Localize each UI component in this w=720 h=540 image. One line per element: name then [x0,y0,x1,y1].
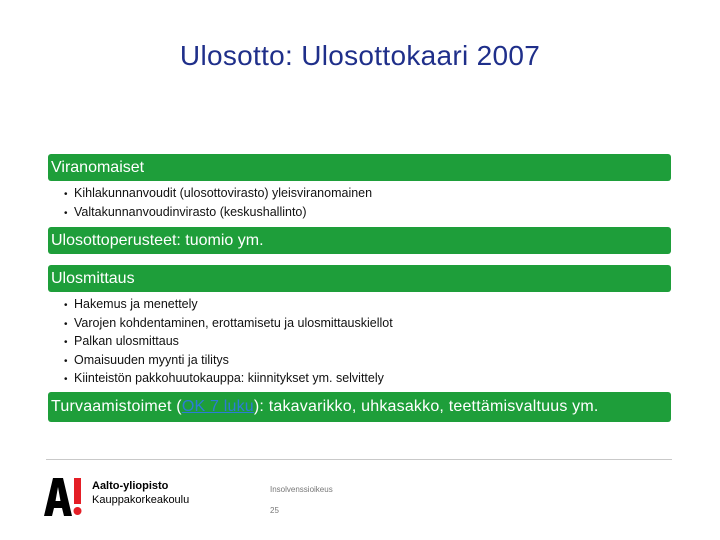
footer-divider [46,459,672,460]
course-name: Insolvenssioikeus [270,485,333,494]
aalto-a-icon [44,478,84,516]
bullet-dot-icon: • [64,374,68,385]
section-heading-ulosmittaus: Ulosmittaus [48,265,671,292]
section-heading-viranomaiset: Viranomaiset [48,154,671,181]
list-item: • Kiinteistön pakkohuutokauppa: kiinnitykset ym. selvittely [64,369,393,388]
logo-line-2: Kauppakorkeakoulu [92,494,190,506]
list-item: • Hakemus ja menettely [64,295,393,314]
bullet-dot-icon: • [64,318,68,330]
list-item: • Kihlakunnanvoudit (ulosottovirasto) yleisviranomainen [64,184,372,203]
slide-title: Ulosotto: Ulosottokaari 2007 [179,40,541,71]
section-heading-turvaamistoimet: Turvaamistoimet (OK 7 luku): takavarikko, uhkasakko, teettämisvaltuus ym. [48,392,671,422]
list-item: • Varojen kohdentaminen, erottamisetu ja ulosmittauskiellot [64,314,393,333]
bullet-dot-icon: • [64,189,68,200]
section-heading-ulosottoperusteet: Ulosottoperusteet: tuomio ym. [48,227,671,254]
bullet-dot-icon: • [64,300,68,311]
bullet-dot-icon: • [64,207,68,219]
page-number: 25 [270,506,279,515]
bullet-list-viranomaiset [64,184,372,221]
bullet-dot-icon: • [64,355,68,367]
list-item: • Omaisuuden myynti ja tilitys [64,351,393,370]
ok-7-luku-link[interactable]: OK 7 luku [181,398,254,415]
logo-line-1: Aalto-yliopisto [92,480,169,492]
list-item: • Valtakunnanvoudinvirasto (keskushallinto) [64,203,372,222]
list-item: • Palkan ulosmittaus [64,332,393,351]
bullet-list-ulosmittaus [64,295,393,388]
bullet-dot-icon: • [64,337,68,348]
